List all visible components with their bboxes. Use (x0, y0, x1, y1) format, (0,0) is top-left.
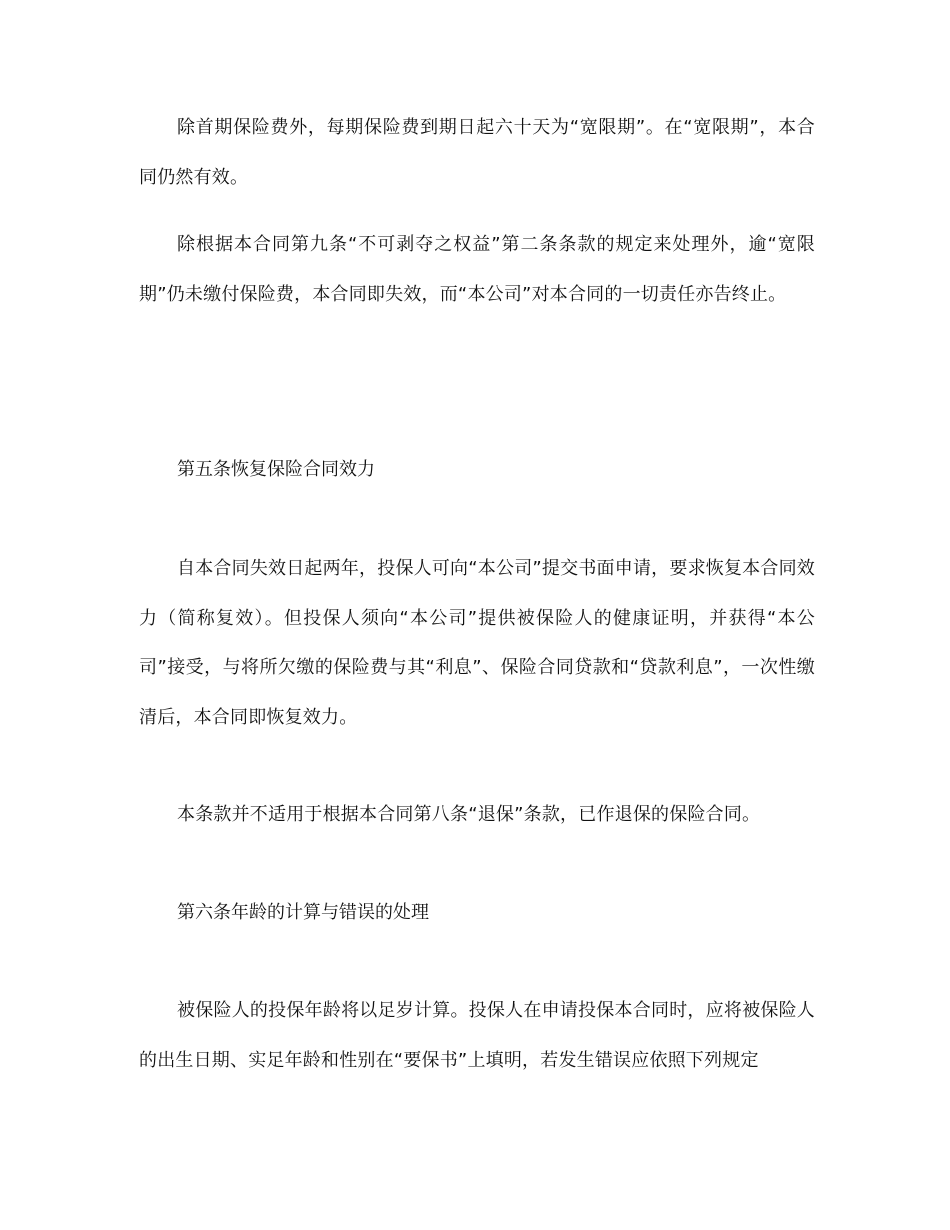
paragraph-grace-period: 除首期保险费外，每期保险费到期日起六十天为“宽限期”。在“宽限期”，本合同仍然有效。 (139, 117, 815, 188)
heading-article-5: 第五条恢复保险合同效力 (177, 459, 375, 480)
paragraph-exclusion: 本条款并不适用于根据本合同第八条“退保”条款，已作退保的保险合同。 (177, 804, 761, 825)
heading-article-6: 第六条年龄的计算与错误的处理 (177, 902, 429, 923)
paragraph-age-rule: 被保险人的投保年龄将以足岁计算。投保人在申请投保本合同时，应将被保险人的出生日期、实足年龄和性别在“要保书”上填明，若发生错误应依照下列规定 (139, 1000, 815, 1071)
paragraph-lapse: 除根据本合同第九条“不可剥夺之权益”第二条条款的规定来处理外，逾“宽限期”仍未缴付保险费，本合同即失效，而“本公司”对本合同的一切责任亦告终止。 (139, 234, 815, 305)
paragraph-reinstatement: 自本合同失效日起两年，投保人可向“本公司”提交书面申请，要求恢复本合同效力（简称复效）。但投保人须向“本公司”提供被保险人的健康证明，并获得“本公司”接受，与将所欠缴的保险费与其“利息”、保险合同贷款和“贷款利息”，一次性缴清后，本合同即恢复效力。 (139, 558, 815, 728)
